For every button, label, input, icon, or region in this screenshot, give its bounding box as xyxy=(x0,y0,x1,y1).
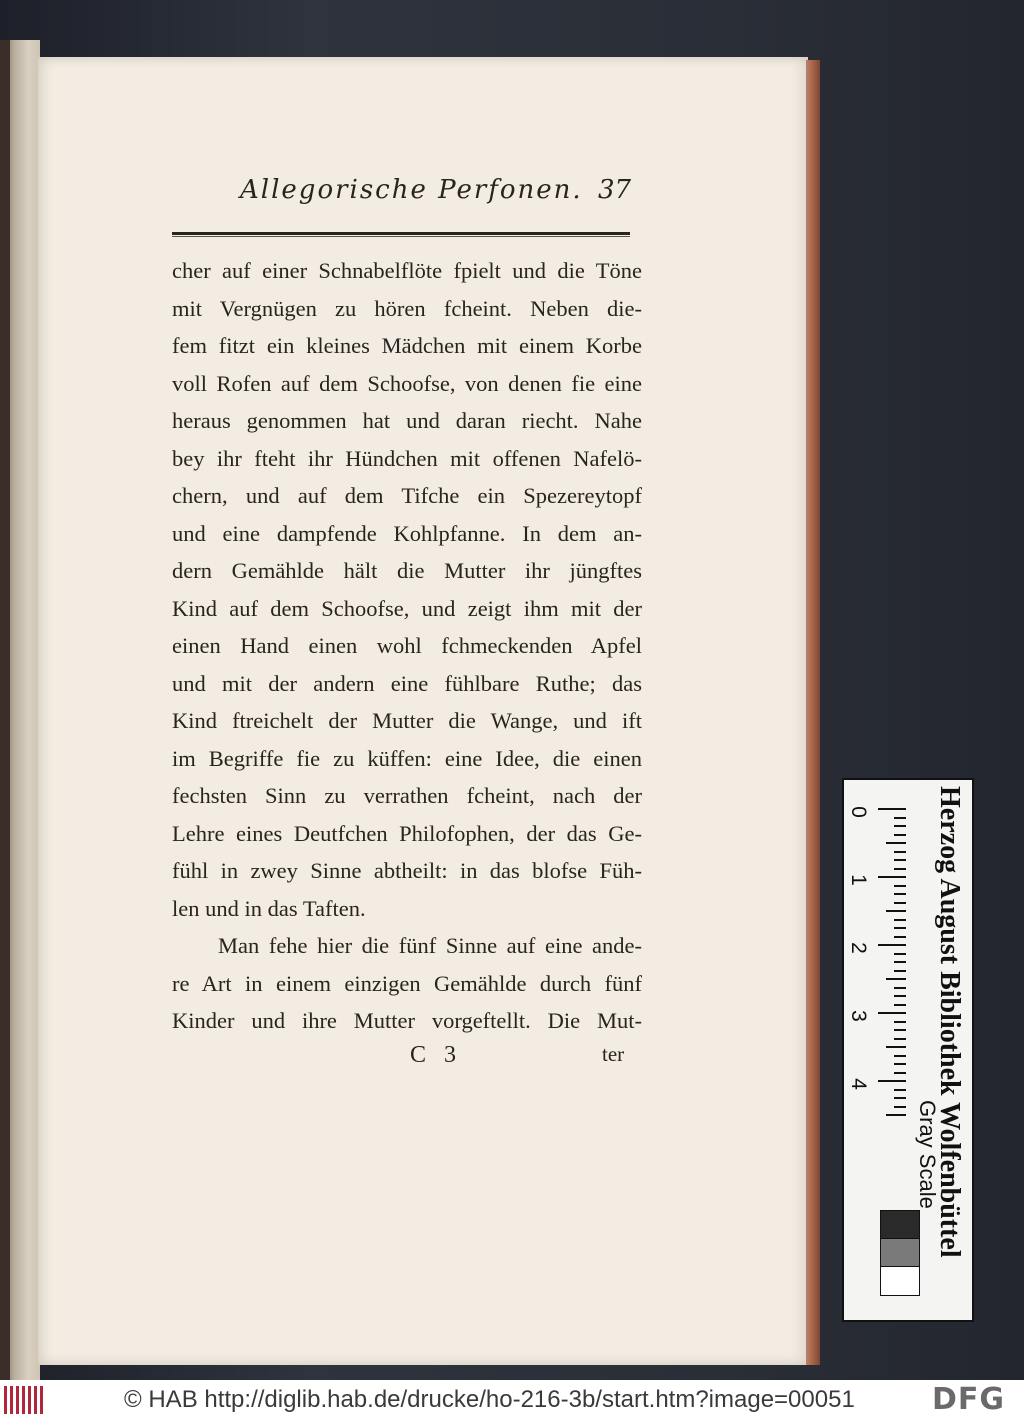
ruler-tick xyxy=(878,808,906,810)
ruler-tick xyxy=(886,1114,906,1116)
text-line: im Begriffe fie zu küffen: eine Idee, die einen xyxy=(172,745,642,771)
text-line: Kind ftreichelt der Mutter die Wange, und ift xyxy=(172,708,642,733)
text-line: chern, und auf dem Tifche ein Spezereytopf xyxy=(172,483,642,508)
signature-mark: C 3 xyxy=(410,1042,463,1068)
swatch-black xyxy=(880,1210,920,1240)
text-line: fühl in zwey Sinne abtheilt: in das blofse Füh- xyxy=(172,858,642,883)
swatch-white xyxy=(880,1266,920,1296)
running-head: Allegorische Perfonen. xyxy=(240,175,583,205)
ruler-number: 4 xyxy=(846,1078,870,1090)
text-line: einen Hand einen wohl fchmeckenden Apfel xyxy=(172,633,642,658)
ruler-tick xyxy=(886,910,906,912)
ruler-tick xyxy=(886,842,906,844)
ruler-subtitle: Gray Scale xyxy=(915,1100,940,1209)
gray-scale-ruler xyxy=(842,778,974,1322)
swatch-gray xyxy=(880,1238,920,1268)
text-line: und mit der andern eine fühlbare Ruthe; das xyxy=(172,670,642,696)
page-number: 37 xyxy=(598,175,632,205)
body-text xyxy=(172,252,642,1040)
text-line: len und in das Taften. xyxy=(172,895,366,921)
footer-copyright-url[interactable]: © HAB http://diglib.hab.de/drucke/ho-216-3b/start.htm?image=00051 xyxy=(124,1386,855,1413)
catchword: ter xyxy=(602,1042,625,1066)
book-spine xyxy=(0,40,10,1380)
ruler-tick xyxy=(878,1080,906,1082)
head-rule-thin xyxy=(172,236,630,237)
ruler-number: 2 xyxy=(846,942,870,954)
text-line: Lehre eines Deutfchen Philofophen, der das Ge- xyxy=(172,820,642,846)
hab-logo-icon xyxy=(4,1386,44,1414)
text-line: dern Gemählde hält die Mutter ihr jüngftes xyxy=(172,558,642,583)
text-line: Kind auf dem Schoofse, und zeigt ihm mit der xyxy=(172,595,642,621)
ruler-number: 0 xyxy=(846,806,870,818)
dfg-logo: DFG xyxy=(932,1382,1006,1417)
ruler-title: Herzog August Bibliothek Wolfenbüttel xyxy=(934,786,965,1258)
footer-bar xyxy=(0,1380,1024,1421)
ruler-tick xyxy=(886,978,906,980)
ruler-number: 1 xyxy=(846,874,870,886)
text-line: bey ihr fteht ihr Hündchen mit offenen Nafelö- xyxy=(172,445,642,471)
text-line: re Art in einem einzigen Gemählde durch fünf xyxy=(172,970,642,996)
text-line: fechsten Sinn zu verrathen fcheint, nach der xyxy=(172,783,642,808)
text-line: cher auf einer Schnabelflöte fpielt und die Töne xyxy=(172,258,642,283)
text-line: voll Rofen auf dem Schoofse, von denen fie eine xyxy=(172,370,642,396)
page-edge xyxy=(806,60,820,1365)
head-rule xyxy=(172,232,630,235)
text-line: fem fitzt ein kleines Mädchen mit einem Korbe xyxy=(172,333,642,358)
ruler-tick xyxy=(878,1012,906,1014)
ruler-tick xyxy=(886,1046,906,1048)
text-line: und eine dampfende Kohlpfanne. In dem an- xyxy=(172,520,642,546)
ruler-number: 3 xyxy=(846,1010,870,1022)
text-line: heraus genommen hat und daran riecht. Nahe xyxy=(172,408,642,433)
text-line: mit Vergnügen zu hören fcheint. Neben die- xyxy=(172,295,642,321)
ruler-tick xyxy=(878,944,906,946)
text-line: Man fehe hier die fünf Sinne auf eine ande- xyxy=(218,933,642,958)
ruler-tick xyxy=(878,876,906,878)
text-line: Kinder und ihre Mutter vorgeftellt. Die Mut- xyxy=(172,1008,642,1033)
